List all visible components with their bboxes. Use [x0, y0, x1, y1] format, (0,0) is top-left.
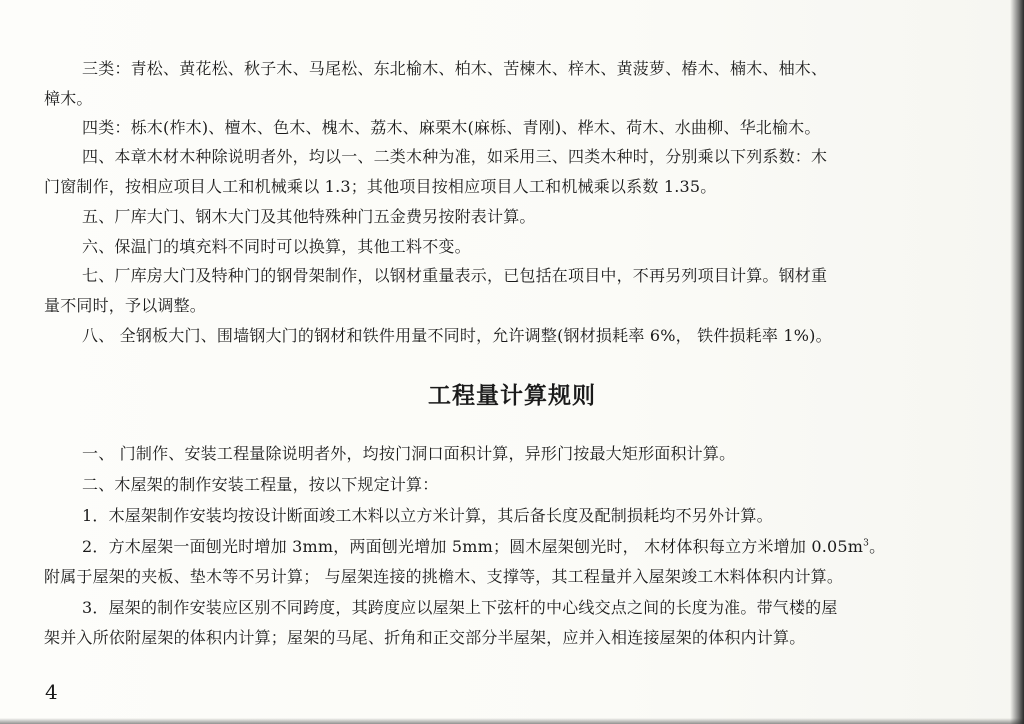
text-line-item-four: 四、本章木材木种除说明者外，均以一、二类木种为准，如采用三、四类木种时，分别乘以下列系数：木 — [82, 147, 828, 166]
section-heading: 工程量计算规则 — [428, 383, 596, 409]
rule-line-two: 二、木屋架的制作安装工程量，按以下规定计算： — [82, 475, 439, 494]
text-line-item-seven: 七、厂库房大门及特种门的钢骨架制作，以钢材重量表示，已包括在项目中，不再另列项目计算。钢材重 — [82, 266, 828, 285]
scan-edge-bottom — [0, 718, 1024, 724]
scan-edge-right — [1010, 0, 1024, 724]
rule-line-two-point-two — [82, 536, 885, 558]
text-line-item-seven-cont: 量不同时，予以调整。 — [44, 296, 207, 315]
text-line-class-four: 四类：栎木(柞木)、檀木、色木、槐木、荔木、麻栗木(麻栎、青刚)、桦木、荷木、水曲柳、华北榆木。 — [82, 118, 821, 137]
text-line-class-three-cont: 樟木。 — [44, 89, 93, 108]
rule-line-two-point-two-end: 。 — [869, 537, 886, 556]
cubic-superscript: 3 — [863, 538, 870, 549]
rule-line-two-point-two-cont: 附属于屋架的夹板、垫木等不另计算； 与屋架连接的挑檐木、支撑等，其工程量并入屋架竣工木料体积内计算。 — [44, 567, 844, 586]
rule-line-two-point-three: 3．屋架的制作安装应区别不同跨度，其跨度应以屋架上下弦杆的中心线交点之间的长度为准。带气楼的屋 — [82, 598, 838, 617]
rule-line-two-point-one: 1．木屋架制作安装均按设计断面竣工木料以立方米计算，其后备长度及配制损耗均不另外计算。 — [82, 506, 773, 525]
text-line-item-five: 五、厂库大门、钢木大门及其他特殊种门五金费另按附表计算。 — [82, 207, 536, 226]
text-line-item-eight: 八、 全钢板大门、围墙钢大门的钢材和铁件用量不同时，允许调整(钢材损耗率 6%， 铁件损耗率 1%)。 — [82, 326, 832, 345]
rule-line-one: 一、 门制作、安装工程量除说明者外，均按门洞口面积计算，异形门按最大矩形面积计算。 — [82, 444, 736, 463]
rule-line-two-point-three-cont: 架并入所依附屋架的体积内计算；屋架的马尾、折角和正交部分半屋架，应并入相连接屋架的体积内计算。 — [44, 628, 806, 647]
text-line-item-six: 六、保温门的填充料不同时可以换算，其他工料不变。 — [82, 237, 471, 256]
rule-line-two-point-two-text: 2．方木屋架一面刨光时增加 3mm，两面刨光增加 5mm；圆木屋架刨光时， 木材体积每立方米增加 0.05m — [82, 537, 864, 556]
text-line-item-four-cont: 门窗制作，按相应项目人工和机械乘以 1.3；其他项目按相应项目人工和机械乘以系数 1.35。 — [44, 177, 717, 196]
text-line-class-three: 三类：青松、黄花松、秋子木、马尾松、东北榆木、柏木、苦楝木、梓木、黄菠萝、椿木、楠木、柚木、 — [82, 59, 828, 78]
page-number: 4 — [45, 680, 58, 704]
